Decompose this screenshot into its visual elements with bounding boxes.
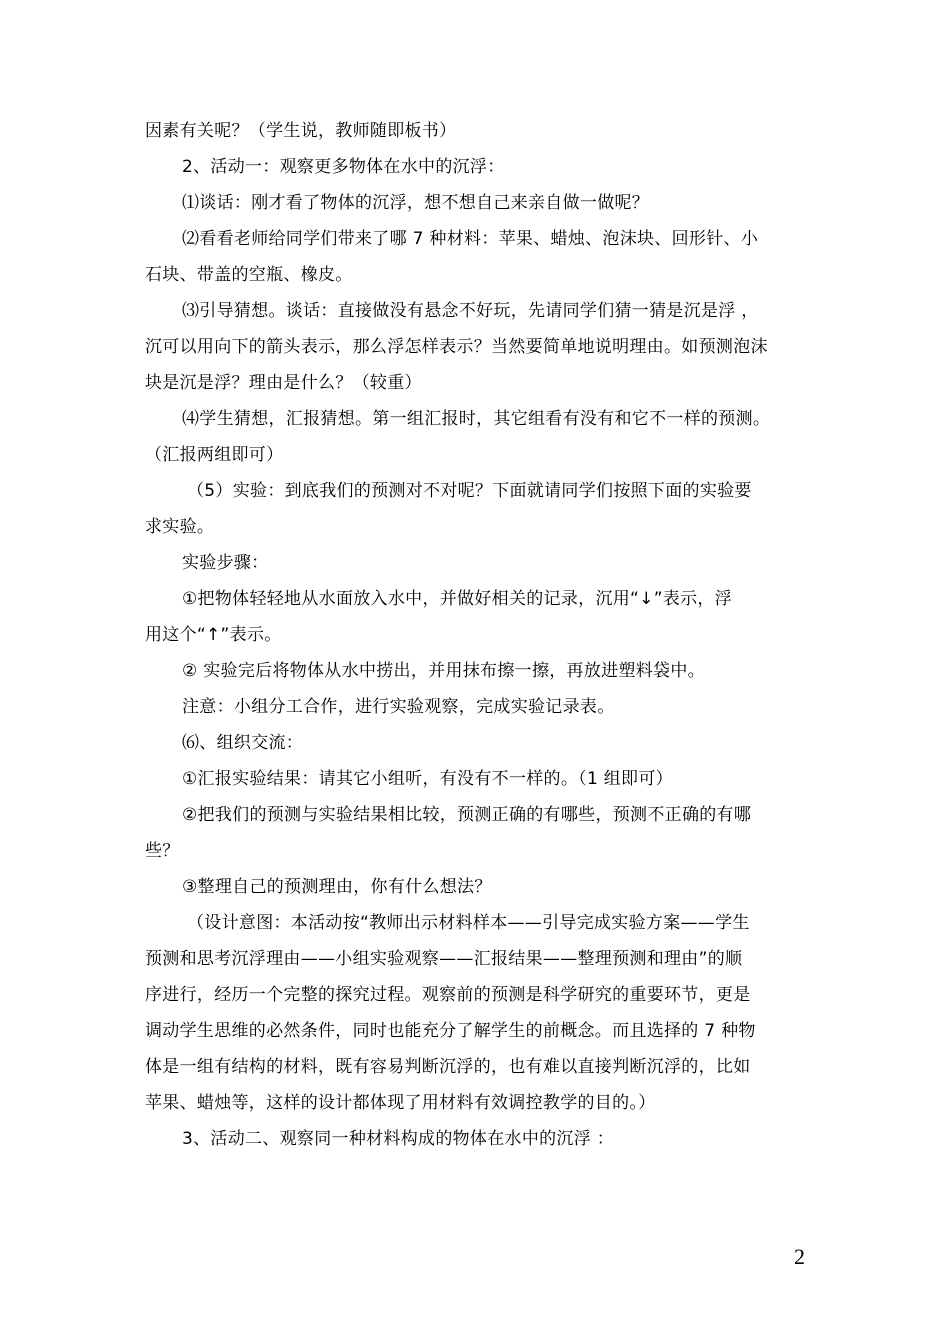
paragraph-line: 调动学生思维的必然条件，同时也能充分了解学生的前概念。而且选择的 7 种物 — [145, 1021, 756, 1041]
paragraph-line: ③整理自己的预测理由，你有什么想法？ — [182, 877, 492, 897]
section-heading: 3、活动二、观察同一种材料构成的物体在水中的沉浮 ： — [182, 1129, 615, 1149]
paragraph-line: 求实验。 — [145, 517, 215, 537]
paragraph-line: ②把我们的预测与实验结果相比较，预测正确的有哪些，预测不正确的有哪 — [182, 805, 752, 825]
paragraph-line: ② 实验完后将物体从水中捞出，并用抹布擦一擦，再放进塑料袋中。 — [182, 661, 705, 681]
paragraph-line: 注意：小组分工合作，进行实验观察，完成实验记录表。 — [182, 697, 615, 717]
paragraph-line: 石块、带盖的空瓶、橡皮。 — [145, 265, 353, 285]
subheading: 实验步骤： — [182, 553, 269, 573]
paragraph-line: 苹果、蜡烛等，这样的设计都体现了用材料有效调控教学的目的。） — [145, 1093, 656, 1113]
paragraph-line: 因素有关呢？（学生说，教师随即板书） — [145, 121, 457, 141]
paragraph-line: 序进行，经历一个完整的探究过程。观察前的预测是科学研究的重要环节，更是 — [145, 985, 751, 1005]
paragraph-line: 预测和思考沉浮理由——小组实验观察——汇报结果——整理预测和理由”的顺 — [145, 949, 743, 969]
paragraph-line: （5）实验：到底我们的预测对不对呢？下面就请同学们按照下面的实验要 — [187, 481, 752, 501]
page-number: 2 — [794, 1244, 805, 1269]
section-heading: 2、活动一：观察更多物体在水中的沉浮： — [182, 157, 505, 177]
paragraph-line: 块是沉是浮？理由是什么？（较重） — [145, 373, 422, 393]
paragraph-line: ⑷学生猜想，汇报猜想。第一组汇报时，其它组看有没有和它不一样的预测。 — [182, 409, 771, 429]
paragraph-line: （汇报两组即可） — [145, 445, 284, 465]
paragraph-line: ①把物体轻轻地从水面放入水中，并做好相关的记录，沉用“↓”表示，浮 — [182, 589, 732, 609]
paragraph-line: 体是一组有结构的材料，既有容易判断沉浮的，也有难以直接判断沉浮的，比如 — [145, 1057, 751, 1077]
paragraph-line: （设计意图：本活动按“教师出示材料样本——引导完成实验方案——学生 — [187, 913, 750, 933]
document-body — [145, 113, 810, 1157]
paragraph-line: 用这个“↑”表示。 — [145, 625, 282, 645]
paragraph-line: 些？ — [145, 841, 180, 861]
paragraph-line: 沉可以用向下的箭头表示，那么浮怎样表示？当然要简单地说明理由。如预测泡沫 — [145, 337, 768, 357]
paragraph-line: ⑶引导猜想。谈话：直接做没有悬念不好玩，先请同学们猜一猜是沉是浮 ， — [182, 301, 759, 321]
subheading: ⑹、组织交流： — [182, 733, 304, 753]
paragraph-line: ⑴谈话：刚才看了物体的沉浮，想不想自己来亲自做一做呢？ — [182, 193, 650, 213]
paragraph-line: ⑵看看老师给同学们带来了哪 7 种材料：苹果、蜡烛、泡沫块、回形针、小 — [182, 229, 759, 249]
paragraph-line: ①汇报实验结果：请其它小组听，有没有不一样的。（1 组即可） — [182, 769, 673, 789]
